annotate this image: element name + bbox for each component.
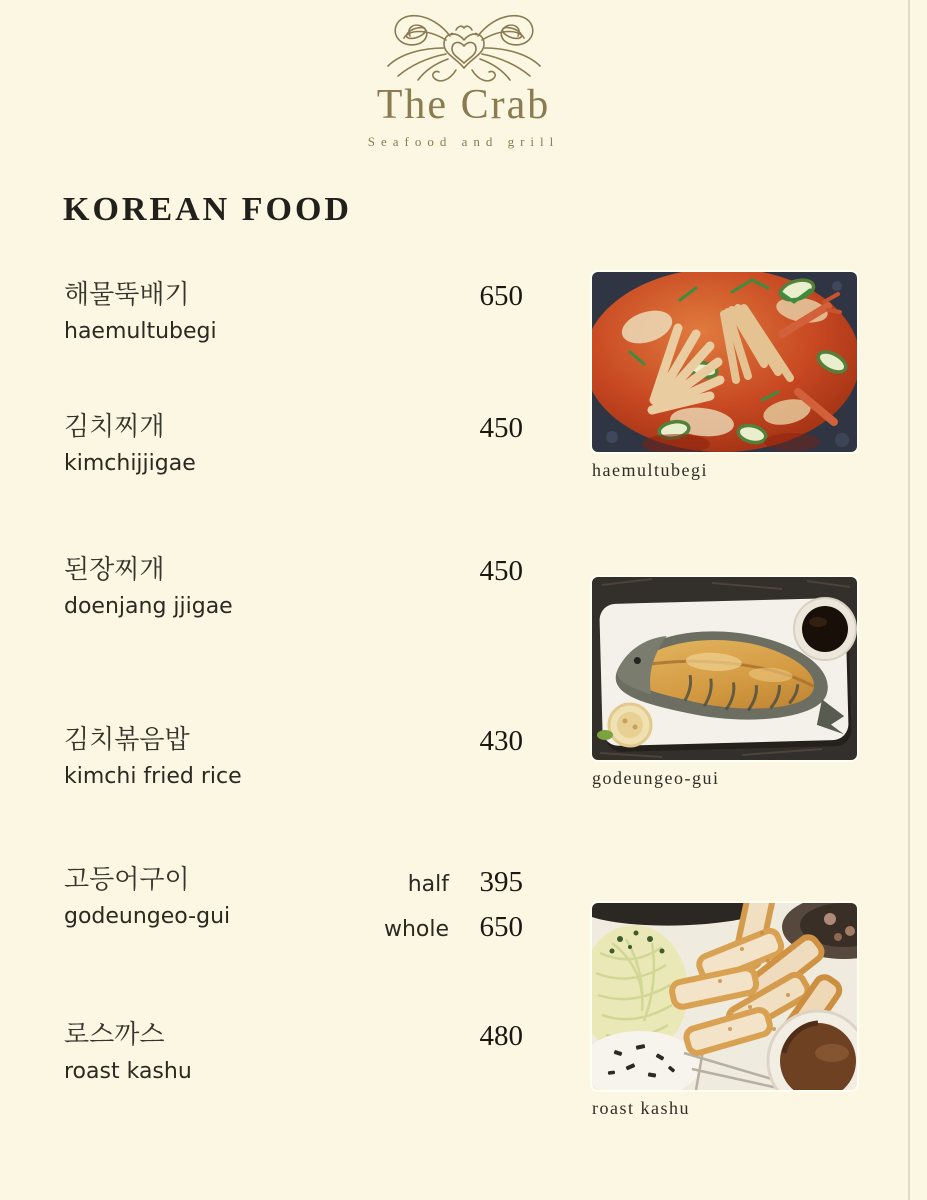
item-korean-name: 로스까스 [64,1020,165,1050]
restaurant-tagline: Seafood and grill [367,134,560,149]
item-english-name: roast kashu [64,1058,192,1084]
menu-item-kimchi-fried-rice [64,726,523,789]
section-title: KOREAN FOOD [63,190,352,228]
item-price: 480 [479,1020,523,1052]
photo-caption: roast kashu [592,1098,690,1118]
price-option-label: whole [383,917,449,942]
price-option-value: 650 [479,911,523,943]
price-option-whole [384,911,523,944]
item-english-name: kimchijjigae [64,450,196,476]
item-korean-name: 해물뚝배기 [64,280,190,310]
page-edge-line [908,0,910,1200]
photo-caption: godeungeo-gui [592,768,720,788]
item-korean-name: 김치찌개 [64,412,165,442]
item-korean-name: 된장찌개 [64,555,165,585]
price-option-value: 395 [479,866,523,898]
item-price: 650 [479,280,523,312]
grilled-mackerel-photo [592,577,857,760]
price-option-label: half [407,872,449,897]
photo-haemultubegi [592,272,857,481]
photo-roast-kashu [592,903,857,1119]
fried-cutlet-photo [592,903,857,1090]
photo-godeungeo-gui [592,577,857,789]
price-option-half [408,866,523,899]
item-english-name: kimchi fried rice [64,763,242,789]
item-price: 450 [479,555,523,587]
item-english-name: godeungeo-gui [64,903,231,929]
menu-item-godeungeo-gui [64,866,523,944]
item-price: 450 [479,412,523,444]
restaurant-logo [0,6,927,150]
menu-item-kimchijjigae [64,413,523,476]
item-korean-name: 김치볶음밥 [64,725,190,755]
item-english-name: haemultubegi [64,318,217,344]
item-english-name: doenjang jjigae [64,593,233,619]
crab-flourish-icon [386,6,542,88]
item-price: 430 [479,725,523,757]
menu-item-doenjang-jjigae [64,556,523,619]
restaurant-name: The Crab [376,82,551,128]
seafood-stew-photo [592,272,857,452]
photo-caption: haemultubegi [592,460,708,480]
menu-item-roast-kashu [64,1021,523,1084]
item-korean-name: 고등어구이 [64,865,190,895]
menu-item-haemultubegi [64,281,523,344]
